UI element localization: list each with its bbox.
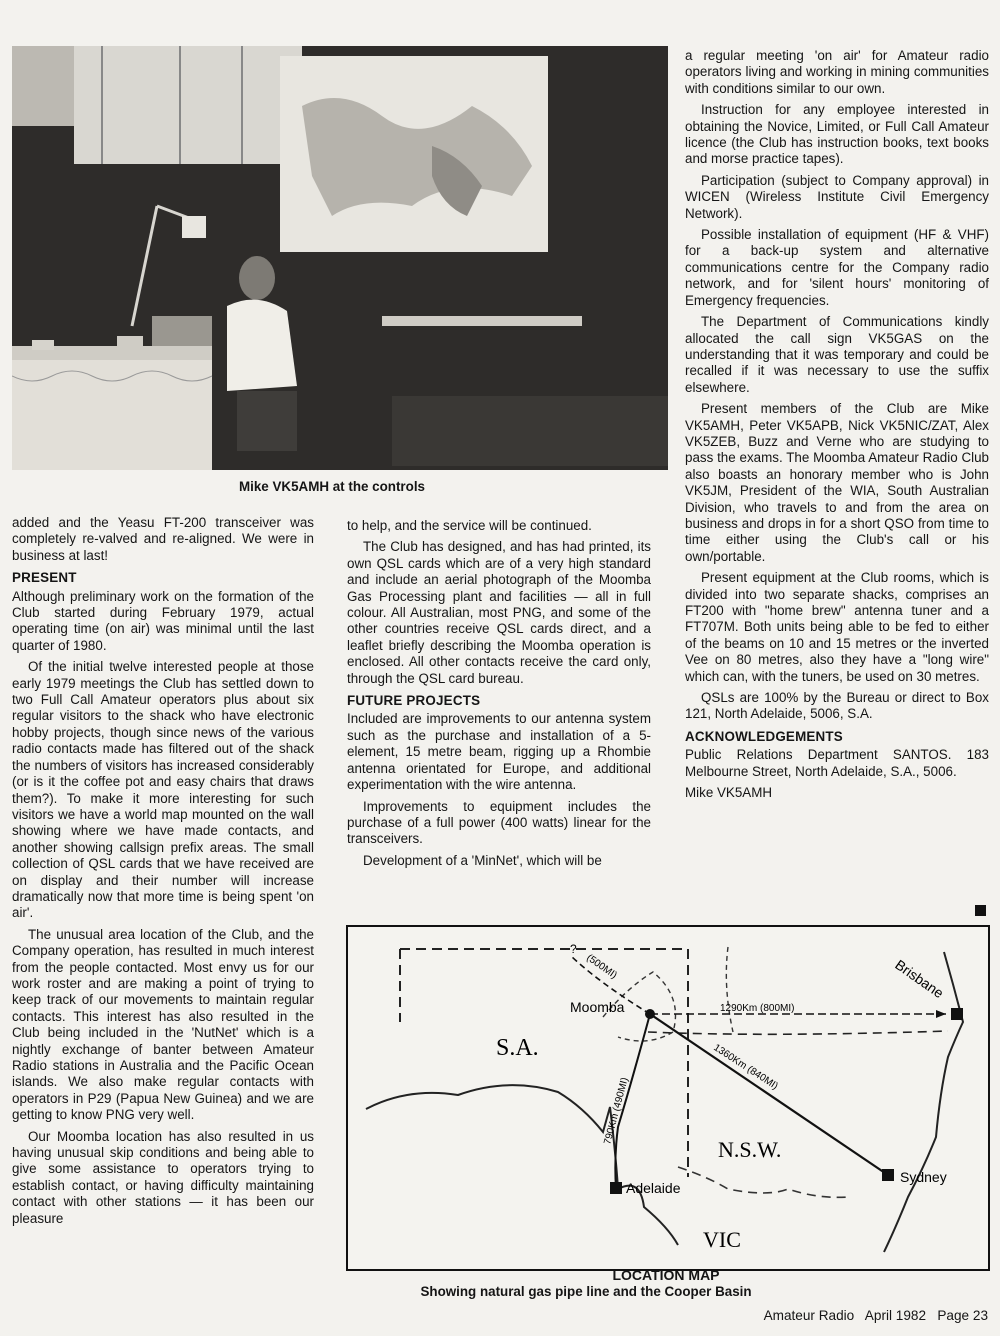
author-signature: Mike VK5AMH xyxy=(685,785,773,801)
col2-paragraph-1: The Club has designed, and has had printed, its own QSL cards which are of a very high standard and include an aerial photograph of the Moomba Gas Processing plant and facilities — all in full colour. All Australian, most PNG, and some of the other countries receive QSL cards direct, and a leaflet briefly describing the Moomba operation is enclosed. All other contacts receive the card only, through the QSL card bureau. xyxy=(347,539,651,686)
photo-radio-shack xyxy=(12,46,668,470)
col3-paragraph-4: The Department of Communications kindly allocated the call sign VK5GAS on the understanding that it was temporary and could be recalled if it was necessary to use the suffix elsewhere. xyxy=(685,314,989,395)
map-label-sydney: Sydney xyxy=(900,1169,947,1185)
map-distance-adelaide: 790Km (490MI) xyxy=(602,1076,631,1146)
column-2 xyxy=(347,518,651,874)
map-label-adelaide: Adelaide xyxy=(626,1180,681,1196)
col1-intro-paragraph: added and the Yeasu FT-200 transceiver was completely re-valved and re-aligned. We were in business at last! xyxy=(12,515,314,563)
photo-illustration xyxy=(12,46,668,470)
col3-intro-paragraph: a regular meeting 'on air' for Amateur radio operators living and working in mining communities with conditions similar to our own. xyxy=(685,48,989,96)
col1-paragraph-1: Although preliminary work on the formation of the Club started during February 1979, actual operating time (on air) was minimal until the last quarter of 1980. xyxy=(12,588,314,653)
map-label-sa: S.A. xyxy=(496,1035,539,1061)
col3-paragraph-8: Public Relations Department SANTOS. 183 Melbourne Street, North Adelaide, S.A., 5006. xyxy=(685,747,989,779)
map-distance-north: (500MI) xyxy=(584,952,619,982)
map-label-brisbane: Brisbane xyxy=(892,956,947,1002)
map-label-moomba: Moomba xyxy=(570,999,625,1015)
col2-intro-paragraph: to help, and the service will be continued. xyxy=(347,518,592,533)
map-question-mark: ? xyxy=(570,942,577,956)
col2-paragraph-2: Included are improvements to our antenna system such as the purchase and installation of a 5-element, 15 metre beam, rigging up a Rhombie antenna orientated for Europe, and additional experimentation with the wire antenna. xyxy=(347,711,651,793)
col1-paragraph-4: Our Moomba location has also resulted in us having unusual skip conditions and being able to give some assistance to operators trying to establish contact, or having difficulty maintaining contact with other stations — it has been our pleasure xyxy=(12,1128,314,1226)
column-1 xyxy=(12,515,314,1232)
map-distance-sydney: 1360Km (840MI) xyxy=(711,1042,780,1093)
col3-paragraph-7: QSLs are 100% by the Bureau or direct to Box 121, North Adelaide, 5006, S.A. xyxy=(685,690,989,722)
map-caption-title: LOCATION MAP xyxy=(612,1267,720,1283)
end-of-article-mark xyxy=(975,905,986,916)
col1-paragraph-2: Of the initial twelve interested people at those early 1979 meetings the Club has settled down to two Full Call Amateur operators plus about six regular visitors to the shack who have electronic hobby projects, though since news of the various radio contacts made has filtered out of the shack the numbers of visitors has increased considerably (or is it the coffee pot and easy chairs that draws them?). To make it more interesting for such visitors we have a world map mounted on the wall showing where we have made contacts, and another showing callsign prefix areas. The small collection of QSL cards that we have received are on display and their number will increase dramatically now that more time is being spent 'on air'. xyxy=(12,659,314,921)
column-3 xyxy=(685,48,989,806)
heading-future-projects: FUTURE PROJECTS xyxy=(347,693,481,709)
map-caption-subtitle: Showing natural gas pipe line and the Cooper Basin xyxy=(420,1284,752,1299)
map-label-nsw: N.S.W. xyxy=(718,1137,782,1162)
heading-present: PRESENT xyxy=(12,570,77,586)
page-footer: Amateur Radio April 1982 Page 23 xyxy=(763,1308,988,1323)
col2-paragraph-4: Development of a 'MinNet', which will be xyxy=(363,852,602,868)
map-distance-brisbane: 1290Km (800MI) xyxy=(720,1003,795,1014)
col2-paragraph-3: Improvements to equipment includes the purchase of a full power (400 watts) linear for the transceivers. xyxy=(347,798,651,847)
map-drawing xyxy=(348,927,988,1269)
location-map xyxy=(346,925,990,1271)
col3-paragraph-6: Present equipment at the Club rooms, which is divided into two separate shacks, comprises an FT200 with "home brew" antenna tuner and a FT707M. Both units being able to be fed to either of the beams on 10 and 15 metres or the inverted Vee on 80 metres, also they have a "long wire" which can, with the tuners, be used on 30 metres. xyxy=(685,570,989,684)
col3-paragraph-2: Participation (subject to Company approval) in WICEN (Wireless Institute Civil Emergency Network). xyxy=(685,172,989,221)
heading-acknowledgements: ACKNOWLEDGEMENTS xyxy=(685,728,843,744)
col3-paragraph-1: Instruction for any employee interested in obtaining the Novice, Limited, or Full Call Amateur licence (the Club has instruction books, text books and morse practice tapes). xyxy=(685,102,989,167)
photo-caption: Mike VK5AMH at the controls xyxy=(238,479,425,494)
col3-paragraph-5: Present members of the Club are Mike VK5AMH, Peter VK5APB, Nick VK5NIC/ZAT, Alex VK5ZEB, Buzz and Verne who are studying to pass the exams. The Moomba Amateur Radio Club also boasts an honorary member who is John VK5JM, President of the WIA, South Australian Division, who travels to and from the area on business and drops in for a short QSO from time to time either using the Club's call or his own/portable. xyxy=(685,401,989,564)
col1-paragraph-3: The unusual area location of the Club, and the Company operation, has resulted in much interest from the people contacted. Most envy us for our work roster and are making a point of trying to keep track of our movements to maintain regular contacts. This interest has also resulted in the Club being included in the 'NutNet' which is a nightly exchange of banter between Amateur Radio stations in Australia and the Pacific Ocean islands. We also make regular contacts with operators in P29 (Papua New Guinea) and we are getting to know PNG very well. xyxy=(12,926,314,1123)
map-caption xyxy=(346,1268,986,1283)
map-label-vic: VIC xyxy=(703,1227,741,1252)
col3-paragraph-3: Possible installation of equipment (HF & VHF) for a back-up system and alternative communications centre for the Company radio network, and for 'silent hours' monitoring of Emergency frequencies. xyxy=(685,227,989,308)
